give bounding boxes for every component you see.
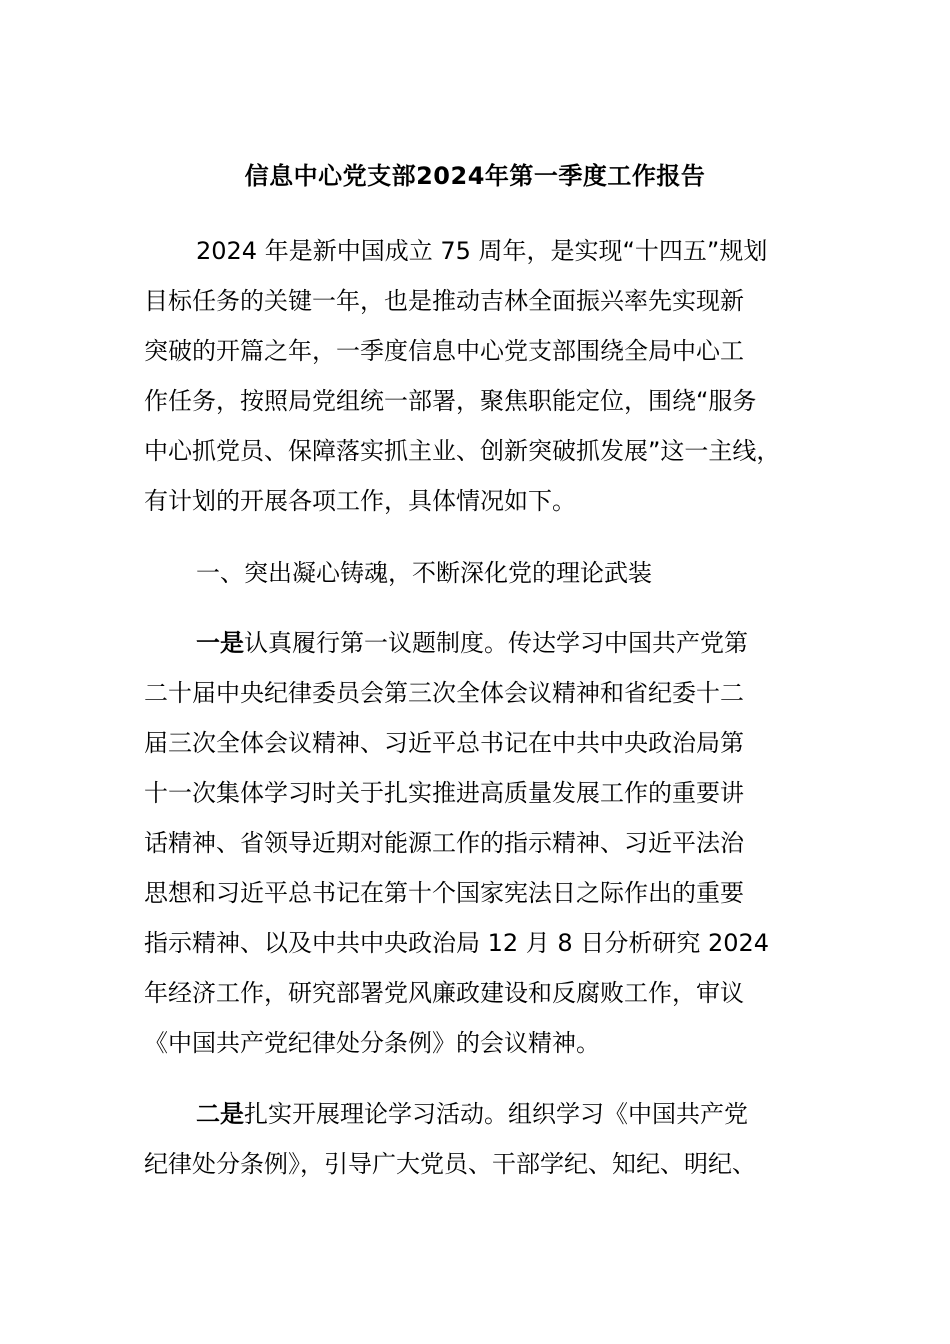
paragraph-line: 指示精神、以及中共中央政治局 12 月 8 日分析研究 2024 <box>144 929 770 957</box>
paragraph-line: 有计划的开展各项工作，具体情况如下。 <box>144 487 576 515</box>
item-one-paragraph <box>144 618 824 1068</box>
item-first-line: 扎实开展理论学习活动。组织学习《中国共产党 <box>244 1100 748 1128</box>
paragraph-line: 纪律处分条例》，引导广大党员、干部学纪、知纪、明纪、 <box>144 1150 756 1178</box>
document-title: 信息中心党支部2024年第一季度工作报告 <box>244 162 706 190</box>
paragraph-line: 作任务，按照局党组统一部署，聚焦职能定位，围绕“服务 <box>144 387 757 415</box>
paragraph-line <box>144 618 824 668</box>
paragraph-line: 中心抓党员、保障落实抓主业、创新突破抓发展”这一主线， <box>144 437 781 465</box>
paragraph-line: 届三次全体会议精神、习近平总书记在中共中央政治局第 <box>144 729 744 757</box>
paragraph-line: 话精神、省领导近期对能源工作的指示精神、习近平法治 <box>144 829 744 857</box>
item-first-line: 认真履行第一议题制度。传达学习中国共产党第 <box>244 629 748 657</box>
section-heading <box>144 548 824 598</box>
item-lead: 二是 <box>196 1100 244 1128</box>
paragraph-line: 二十届中央纪律委员会第三次全体会议精神和省纪委十二 <box>144 679 744 707</box>
paragraph-line <box>144 1089 824 1139</box>
paragraph-line: 2024 年是新中国成立 75 周年，是实现“十四五”规划 <box>196 237 768 265</box>
paragraph-line: 《中国共产党纪律处分条例》的会议精神。 <box>144 1029 600 1057</box>
section-heading-text: 一、突出凝心铸魂，不断深化党的理论武装 <box>196 559 652 587</box>
paragraph-line: 年经济工作，研究部署党风廉政建设和反腐败工作，审议 <box>144 979 744 1007</box>
item-lead: 一是 <box>196 629 244 657</box>
paragraph-line: 十一次集体学习时关于扎实推进高质量发展工作的重要讲 <box>144 779 744 807</box>
paragraph-line: 突破的开篇之年，一季度信息中心党支部围绕全局中心工 <box>144 337 744 365</box>
intro-paragraph <box>144 226 824 526</box>
item-two-paragraph <box>144 1089 824 1189</box>
paragraph-line: 思想和习近平总书记在第十个国家宪法日之际作出的重要 <box>144 879 744 907</box>
paragraph-line: 目标任务的关键一年，也是推动吉林全面振兴率先实现新 <box>144 287 744 315</box>
